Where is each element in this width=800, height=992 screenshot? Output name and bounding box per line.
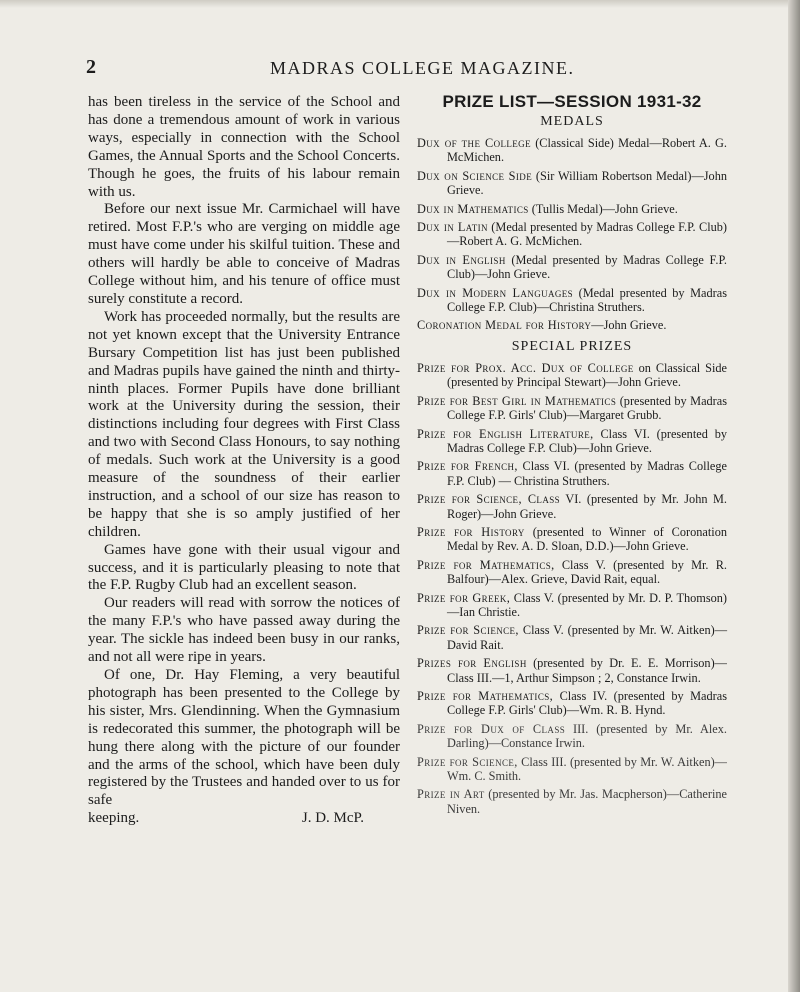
prize-list-column xyxy=(417,92,727,820)
medal-entry-detail: (Medal presented by Madras College F.P. Club)—Christina Struthers. xyxy=(447,285,727,315)
special-prize-entry-detail: on Classical Side (presented by Principal Stewart)—John Grieve. xyxy=(447,360,728,390)
special-prize-entry-detail: (presented by Madras College F.P. Girls' Club)—Margaret Grubb. xyxy=(447,393,728,423)
running-title: MADRAS COLLEGE MAGAZINE. xyxy=(270,58,575,78)
special-prize-entry-detail: (presented to Winner of Coronation Medal by Rev. A. D. Sloan, D.D.)—John Grieve. xyxy=(447,524,727,554)
special-prize-entry-title: Prize for History xyxy=(417,524,525,539)
editorial-paragraph: has been tireless in the service of the School and has done a tremendous amount of work in various ways, especially in connection with the School Games, the Annual Sports and the School Concerts. Though he goes, the fruits of his labour remain with us. xyxy=(88,94,400,200)
special-prize-entry xyxy=(417,459,727,488)
page-spine-shadow xyxy=(788,0,800,992)
special-prize-entry-detail: Class V. (presented by Mr. W. Aitken)—David Rait. xyxy=(447,623,727,652)
special-prize-entry xyxy=(417,361,727,390)
medals-list xyxy=(417,136,727,333)
author-signature: J. D. McP. xyxy=(301,810,364,827)
editorial-paragraph: Work has proceeded normally, but the results are not yet known except that the University Entrance Bursary Competition list has just been published and Madras pupils have gained the ninth and thirty-ninth places. Former Pupils have done brilliant work at the University during the session, their distinctions including four degrees with First Class and two with Second Class Honours, to say nothing of medals. Such work at the University is a good measure of the soundness of their earlier instruction, and a school of our size has reason to be happy that she is so amply justified of her children. xyxy=(88,308,400,540)
special-prizes-list xyxy=(417,361,727,816)
medal-entry-title: Dux on Science Side xyxy=(417,168,533,183)
special-prize-entry-title: Prize for English Literature, xyxy=(417,426,594,441)
special-prizes-heading: SPECIAL PRIZES xyxy=(511,338,633,354)
special-prize-entry-detail: Class IV. (presented by Madras College F.P. Girls' Club)—Wm. R. B. Hynd. xyxy=(447,689,727,718)
special-prize-entry-title: Prize for Prox. Acc. Dux of College xyxy=(417,360,634,375)
special-prize-entry xyxy=(417,427,727,456)
page-number: 2 xyxy=(86,56,97,78)
special-prize-entry-detail: VI. (presented by Mr. John M. Roger)—John Grieve. xyxy=(447,492,727,521)
medal-entry-title: Dux in English xyxy=(417,252,506,267)
closing-word: keeping. xyxy=(88,810,140,827)
special-prize-entry xyxy=(417,689,727,718)
medal-entry-detail: (Medal presented by Madras College F.P. Club)—Robert A. G. McMichen. xyxy=(447,220,727,249)
editorial-paragraph: Games have gone with their usual vigour and success, and it is particularly pleasing to note that the F.P. Rugby Club had an excellent season. xyxy=(88,541,400,594)
page-top-edge xyxy=(0,0,800,8)
medal-entry-detail: (Medal presented by Madras College F.P. Club)—John Grieve. xyxy=(447,252,727,282)
special-prize-entry-title: Prize for Greek, xyxy=(417,590,511,605)
special-prize-entry-title: Prize for Dux of Class xyxy=(417,721,566,736)
special-prize-entry-detail: III. (presented by Mr. Alex. Darling)—Constance Irwin. xyxy=(447,721,727,751)
special-prize-entry-detail: (presented by Dr. E. E. Morrison)—Class III.—1, Arthur Simpson ; 2, Constance Irwin. xyxy=(447,656,727,685)
special-prize-entry-detail: Class III. (presented by Mr. W. Aitken)—Wm. C. Smith. xyxy=(447,754,727,784)
special-prize-entry xyxy=(417,394,727,423)
special-prize-entry xyxy=(417,591,727,620)
medal-entry xyxy=(417,286,727,315)
special-prize-entry-title: Prize for Mathematics, xyxy=(417,557,555,572)
editorial-paragraph: Our readers will read with sorrow the notices of the many F.P.'s who have passed away during the year. The sickle has indeed been busy in our ranks, and not all were ripe in years. xyxy=(88,595,400,666)
special-prize-entry-detail: Class VI. (presented by Madras College F.P. Club)—John Grieve. xyxy=(447,426,727,455)
special-prize-entry-title: Prize for French, xyxy=(417,459,518,474)
special-prize-entry xyxy=(417,787,727,816)
medal-entry-title: Dux in Modern Languages xyxy=(417,285,574,300)
special-prize-entry-detail: Class V. (presented by Mr. D. P. Thomson)—Ian Christie. xyxy=(447,590,728,619)
special-prize-entry-detail: (presented by Mr. Jas. Macpherson)—Catherine Niven. xyxy=(447,787,727,816)
medal-entry-detail: (Sir William Robertson Medal)—John Grieve. xyxy=(447,168,727,198)
medal-entry-detail: —John Grieve. xyxy=(591,318,667,333)
medal-entry xyxy=(417,202,727,216)
special-prize-entry xyxy=(417,755,727,784)
special-prize-entry-title: Prize in Art xyxy=(417,787,485,802)
medal-entry-title: Coronation Medal for History xyxy=(417,318,592,333)
medal-entry xyxy=(417,136,727,165)
signature-line xyxy=(88,810,400,828)
medal-entry xyxy=(417,318,727,332)
medal-entry xyxy=(417,220,727,249)
special-prize-entry xyxy=(417,722,727,751)
special-prize-entry xyxy=(417,525,727,554)
prize-list-title: PRIZE LIST—SESSION 1931-32 xyxy=(442,92,702,111)
medal-entry-title: Dux in Latin xyxy=(417,220,488,235)
special-prize-entry-detail: Class VI. (presented by Madras College F.P. Club) — Christina Struthers. xyxy=(447,459,727,488)
special-prize-entry-title: Prize for Mathematics, xyxy=(417,689,554,703)
special-prize-entry xyxy=(417,623,727,652)
medal-entry-title: Dux in Mathematics xyxy=(417,201,529,216)
special-prize-entry-title: Prize for Science, Class xyxy=(417,492,561,507)
special-prize-entry-title: Prizes for English xyxy=(417,656,527,671)
medal-entry-detail: (Classical Side) Medal—Robert A. G. McMichen. xyxy=(447,136,727,165)
editorial-paragraph: Before our next issue Mr. Carmichael will have retired. Most F.P.'s who are verging on middle age must have come under his skilful tuition. These and others will hardly be able to conceive of Madras College without him, and his tenure of office must surely constitute a record. xyxy=(88,201,400,307)
special-prize-entry-title: Prize for Science, xyxy=(417,623,519,638)
special-prize-entry xyxy=(417,558,727,587)
medal-entry xyxy=(417,253,727,282)
special-prize-entry-detail: Class V. (presented by Mr. R. Balfour)—Alex. Grieve, David Rait, equal. xyxy=(447,557,727,587)
medal-entry-title: Dux of the College xyxy=(417,136,531,150)
special-prize-entry-title: Prize for Science, xyxy=(417,754,518,769)
special-prize-entry-title: Prize for Best Girl in Mathematics xyxy=(417,393,617,408)
special-prize-entry xyxy=(417,492,727,521)
special-prize-entry xyxy=(417,656,727,685)
medal-entry xyxy=(417,169,727,198)
editorial-column xyxy=(88,94,400,828)
medals-heading: MEDALS xyxy=(540,114,604,129)
editorial-paragraph: Of one, Dr. Hay Fleming, a very beautiful photograph has been presented to the College by his sister, Mrs. Glendinning. When the Gymnasium is redecorated this summer, the photograph will be hung there along with the picture of our founder and the arms of the school, which have been duly registered by the Trustees and handed over to us for safe xyxy=(88,667,400,809)
medal-entry-detail: (Tullis Medal)—John Grieve. xyxy=(528,201,678,216)
